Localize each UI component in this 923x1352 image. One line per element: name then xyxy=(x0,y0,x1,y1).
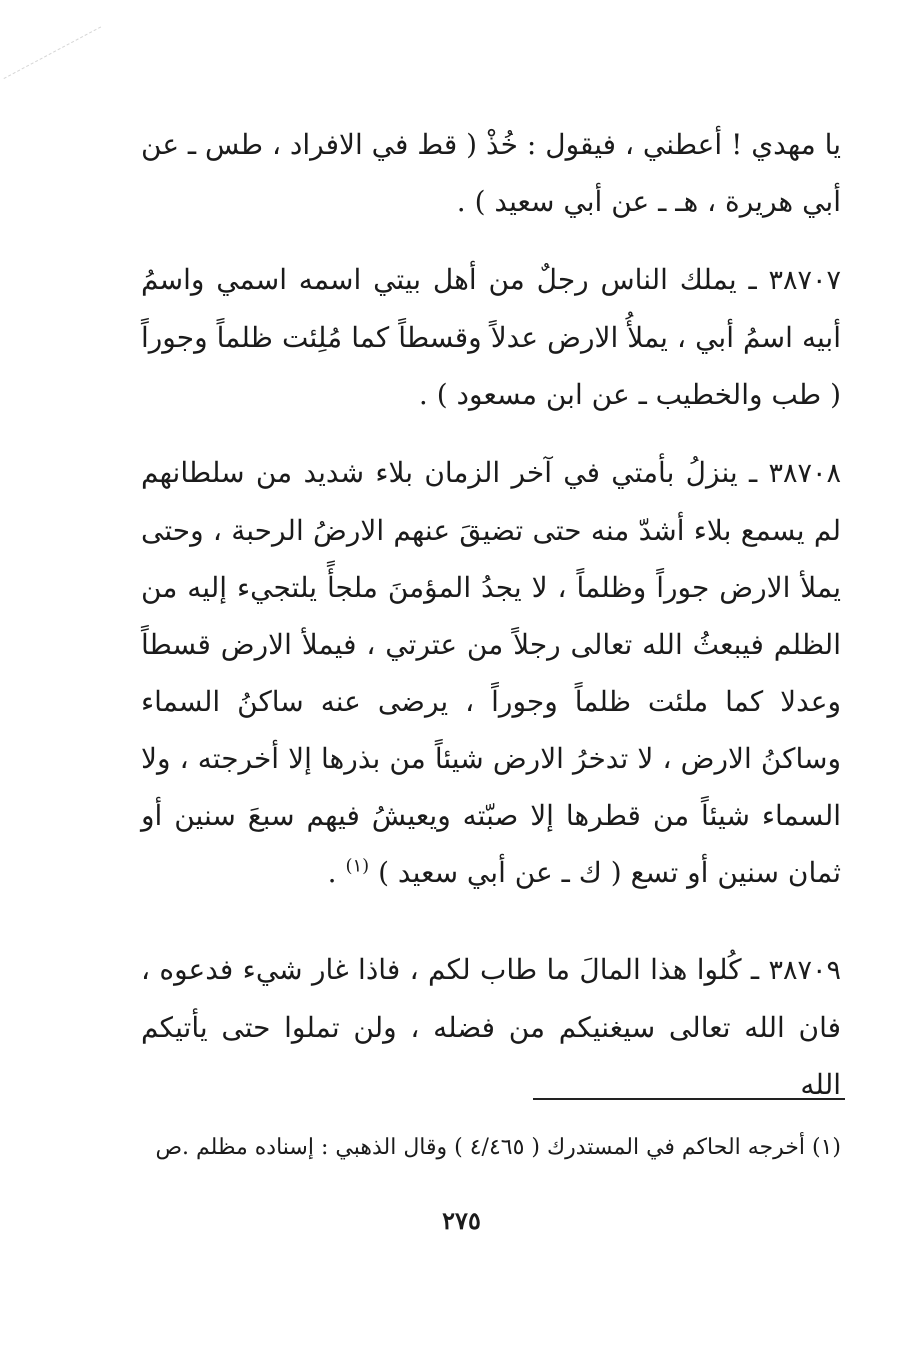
paragraph-text: يا مهدي ! أعطني ، فيقول : خُذْ ( قط في الافراد ، طس ـ عن أبي هريرة ، هـ ـ عن أبي سعيد ) . xyxy=(141,128,841,218)
footnote-divider xyxy=(533,1098,845,1100)
hadith-entry-38707 xyxy=(141,251,841,423)
paragraph-continuation xyxy=(141,116,841,230)
scan-artifact xyxy=(4,26,102,79)
page-number: ٢٧٥ xyxy=(442,1206,481,1235)
hadith-text: ـ يملك الناس رجلٌ من أهل بيتي اسمه اسمي واسمُ أبيه اسمُ أبي ، يملأُ الارض عدلاً وقسطاً كما مُلِئت ظلماً وجوراً ( طب والخطيب ـ عن ابن مسعود ) . xyxy=(141,263,841,411)
hadith-entry-38709 xyxy=(141,941,841,1113)
hadith-text: ـ ينزلُ بأمتي في آخر الزمان بلاء شديد من سلطانهم لم يسمع بلاء أشدّ منه حتى تضيقَ عنهم الارضُ الرحبة ، وحتى يملأ الارض جوراً وظلماً ، لا يجدُ المؤمنَ ملجأً يلتجيء إليه من الظلم فيبعثُ الله تعالى رجلاً من عترتي ، فيملأ الارض قسطاً وعدلا كما ملئت ظلماً وجوراً ، يرضى عنه ساكنُ السماء وساكنُ الارض ، لا تدخرُ الارض شيئاً من بذرها إلا أخرجته ، ولا السماء شيئاً من قطرها إلا صبّته ويعيشُ فيهم سبعَ سنين أو ثمان سنين أو تسع ( ك ـ عن أبي سعيد ) xyxy=(141,456,841,889)
footnote: (١) أخرجه الحاكم في المستدرك ( ٤/٤٦٥ ) وقال الذهبي : إسناده مظلم .ص xyxy=(155,1135,841,1160)
footnote-marker: (١) xyxy=(345,855,370,877)
sentence-end: . xyxy=(327,856,346,889)
hadith-text: ـ كُلوا هذا المالَ ما طاب لكم ، فاذا غار شيء فدعوه ، فان الله تعالى سيغنيكم من فضله ، ولن تملوا حتى يأتيكم الله xyxy=(141,953,841,1101)
hadith-entry-38708 xyxy=(141,444,841,901)
hadith-number: ٣٨٧٠٨ xyxy=(768,458,841,489)
hadith-number: ٣٨٧٠٩ xyxy=(768,955,841,986)
hadith-number: ٣٨٧٠٧ xyxy=(768,265,841,296)
